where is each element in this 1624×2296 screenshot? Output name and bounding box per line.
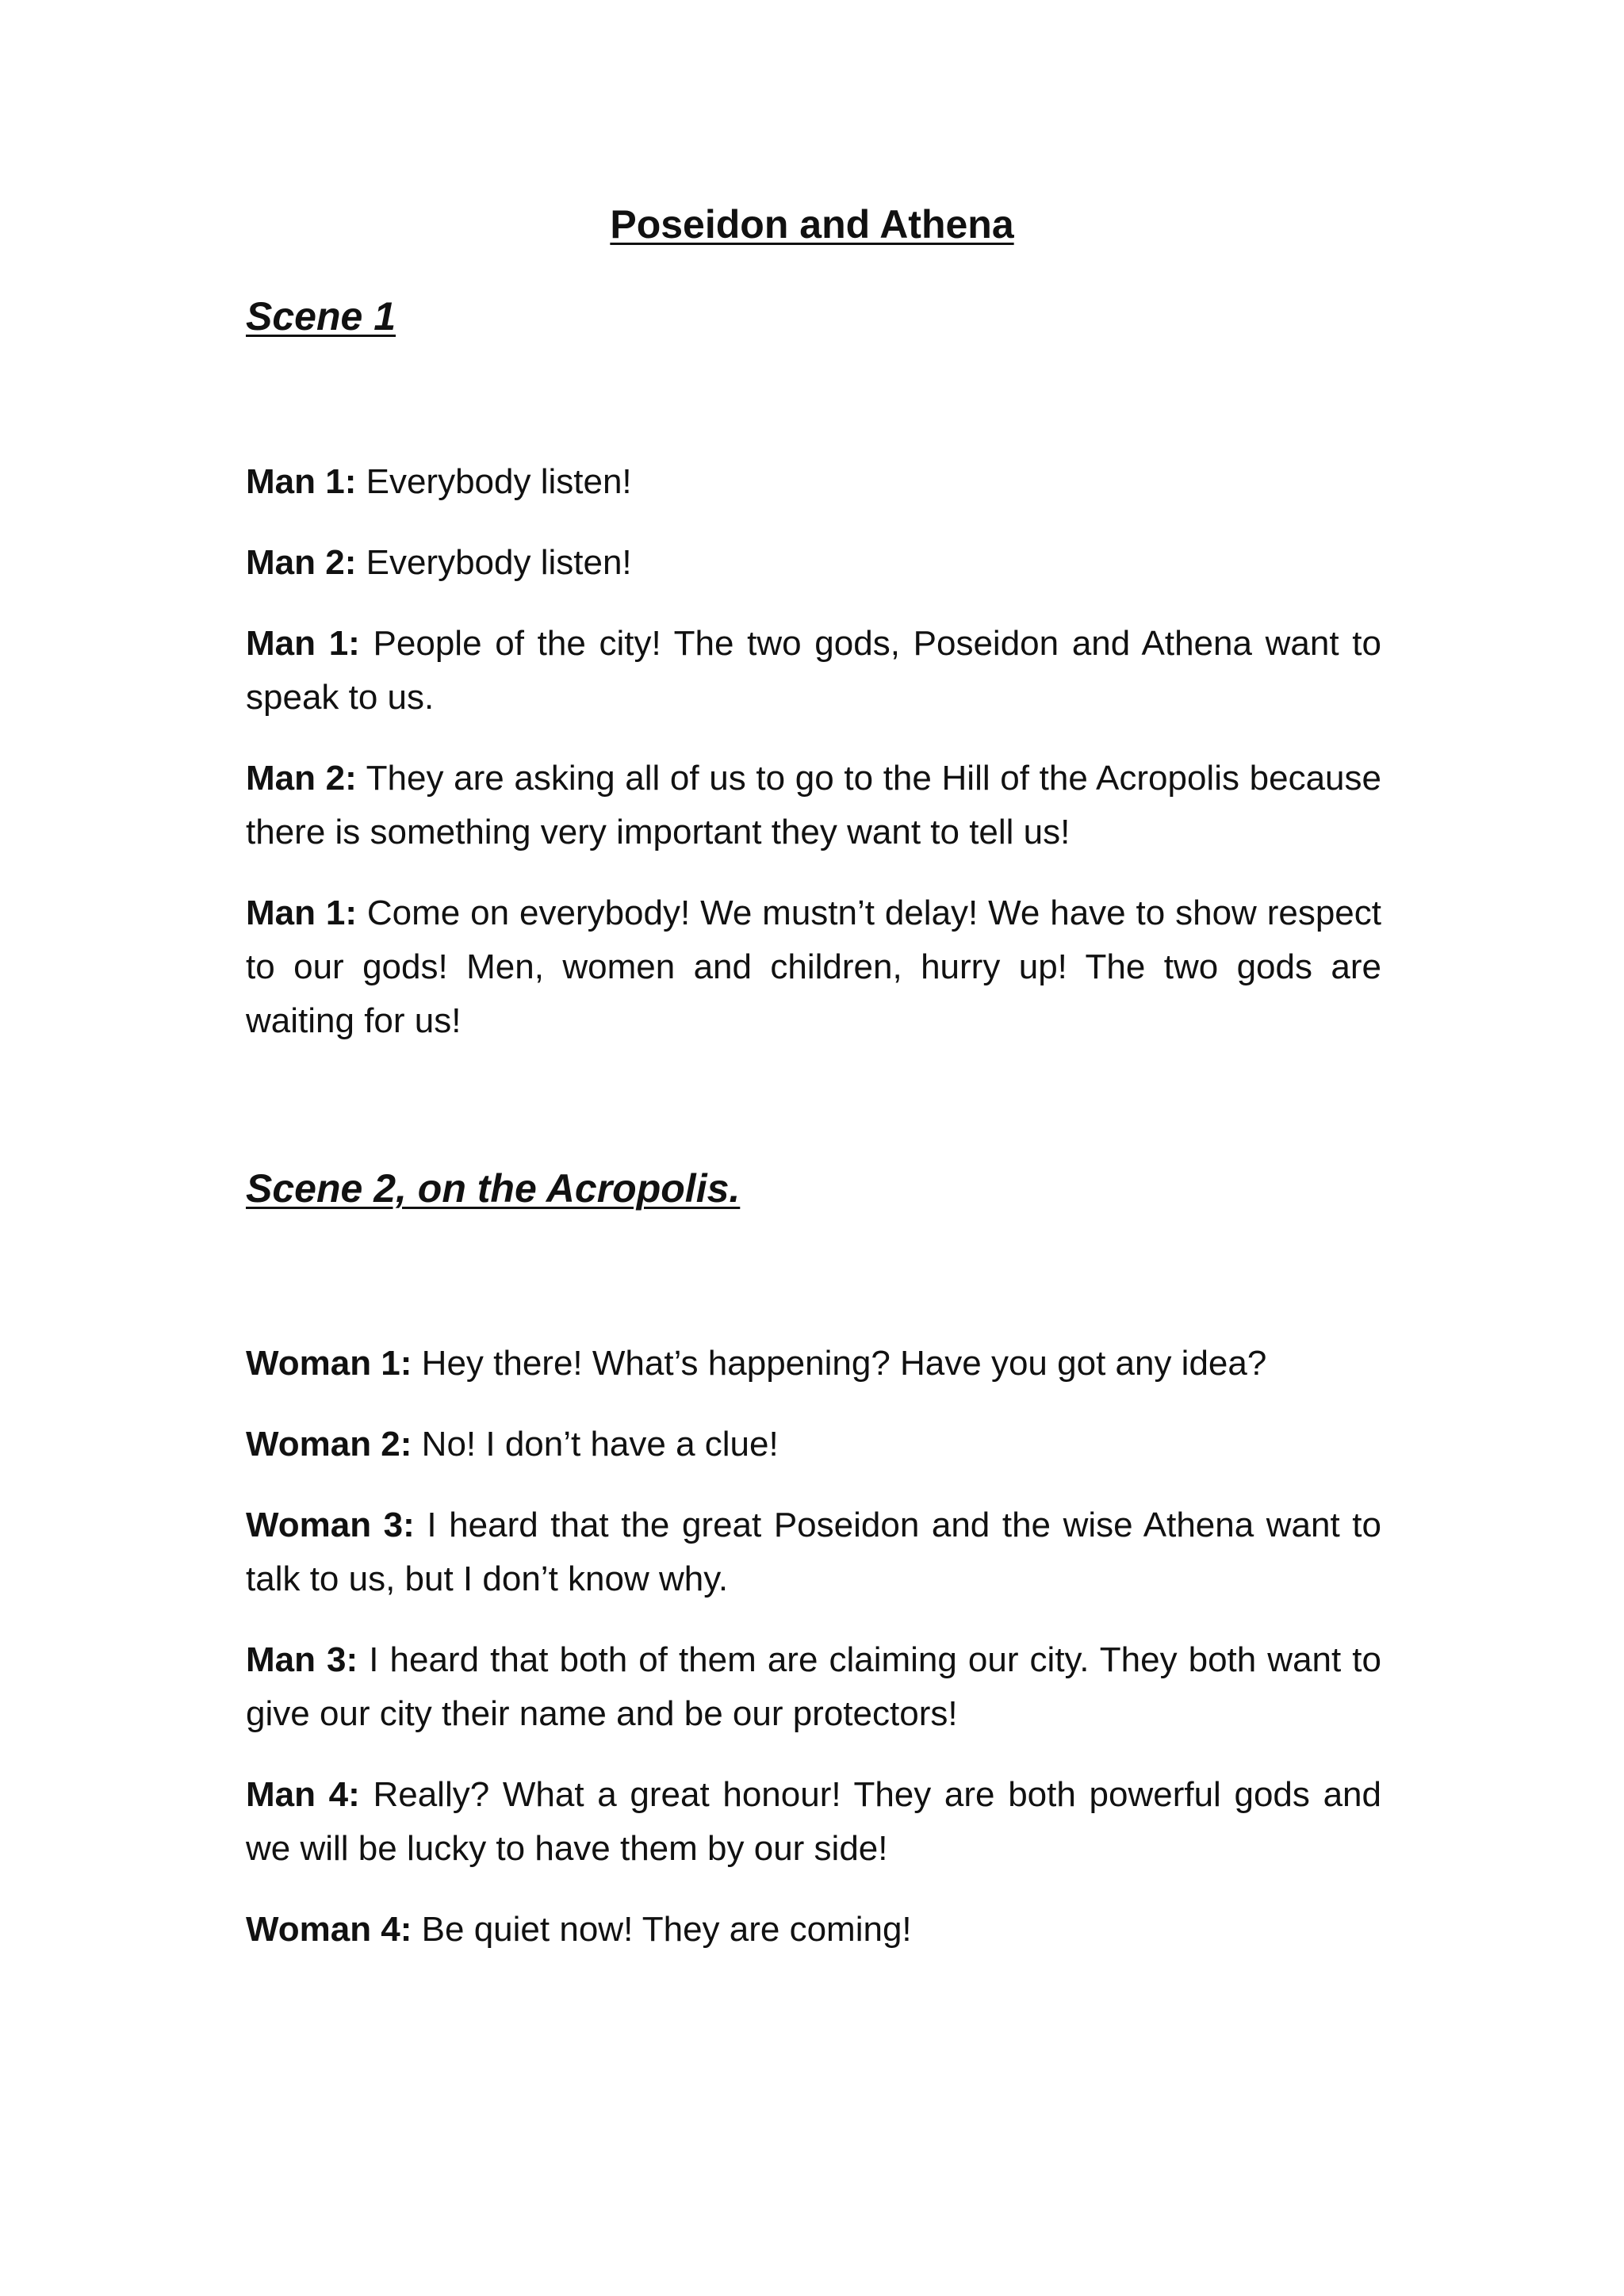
speaker-label: Woman 2:	[246, 1425, 412, 1464]
dialogue-text: They are asking all of us to go to the Hill of the Acropolis because there is something very important they want to tell us!	[246, 759, 1381, 851]
dialogue-line	[246, 1418, 1381, 1471]
document-title: Poseidon and Athena	[610, 202, 1014, 247]
dialogue-line	[246, 1498, 1381, 1606]
dialogue-line	[246, 617, 1381, 725]
speaker-label: Man 2:	[246, 759, 357, 798]
dialogue-text: People of the city! The two gods, Poseidon and Athena want to speak to us.	[246, 624, 1381, 717]
speaker-label: Woman 3:	[246, 1506, 415, 1544]
speaker-label: Man 2:	[246, 543, 357, 582]
dialogue-line	[246, 886, 1381, 1048]
dialogue-line	[246, 455, 1381, 509]
speaker-label: Man 4:	[246, 1775, 360, 1814]
speaker-label: Man 1:	[246, 462, 357, 501]
dialogue-line	[246, 1768, 1381, 1876]
dialogue-text: Everybody listen!	[366, 543, 632, 582]
speaker-label: Man 1:	[246, 894, 358, 932]
dialogue-text: Really? What a great honour! They are both powerful gods and we will be lucky to have them by our side!	[246, 1775, 1381, 1868]
dialogue-line	[246, 1633, 1381, 1741]
dialogue-line	[246, 1903, 1381, 1957]
dialogue-text: Hey there! What’s happening? Have you got any idea?	[421, 1344, 1267, 1383]
scene-1-heading: Scene 1	[246, 294, 396, 339]
dialogue-text: Everybody listen!	[366, 462, 632, 501]
dialogue-line	[246, 536, 1381, 590]
dialogue-line	[246, 752, 1381, 859]
dialogue-text: I heard that both of them are claiming our city. They both want to give our city their name and be our protectors!	[246, 1640, 1381, 1733]
dialogue-text: No! I don’t have a clue!	[421, 1425, 779, 1464]
scene-2-heading: Scene 2, on the Acropolis.	[246, 1166, 741, 1211]
speaker-label: Woman 4:	[246, 1910, 412, 1949]
dialogue-line	[246, 1337, 1381, 1391]
speaker-label: Man 1:	[246, 624, 360, 663]
speaker-label: Man 3:	[246, 1640, 358, 1679]
speaker-label: Woman 1:	[246, 1344, 412, 1383]
dialogue-text: Be quiet now! They are coming!	[421, 1910, 912, 1949]
dialogue-text: I heard that the great Poseidon and the wise Athena want to talk to us, but I don’t know why.	[246, 1506, 1381, 1598]
dialogue-text: Come on everybody! We mustn’t delay! We have to show respect to our gods! Men, women and children, hurry up! The two gods are waiting for us!	[246, 894, 1381, 1040]
